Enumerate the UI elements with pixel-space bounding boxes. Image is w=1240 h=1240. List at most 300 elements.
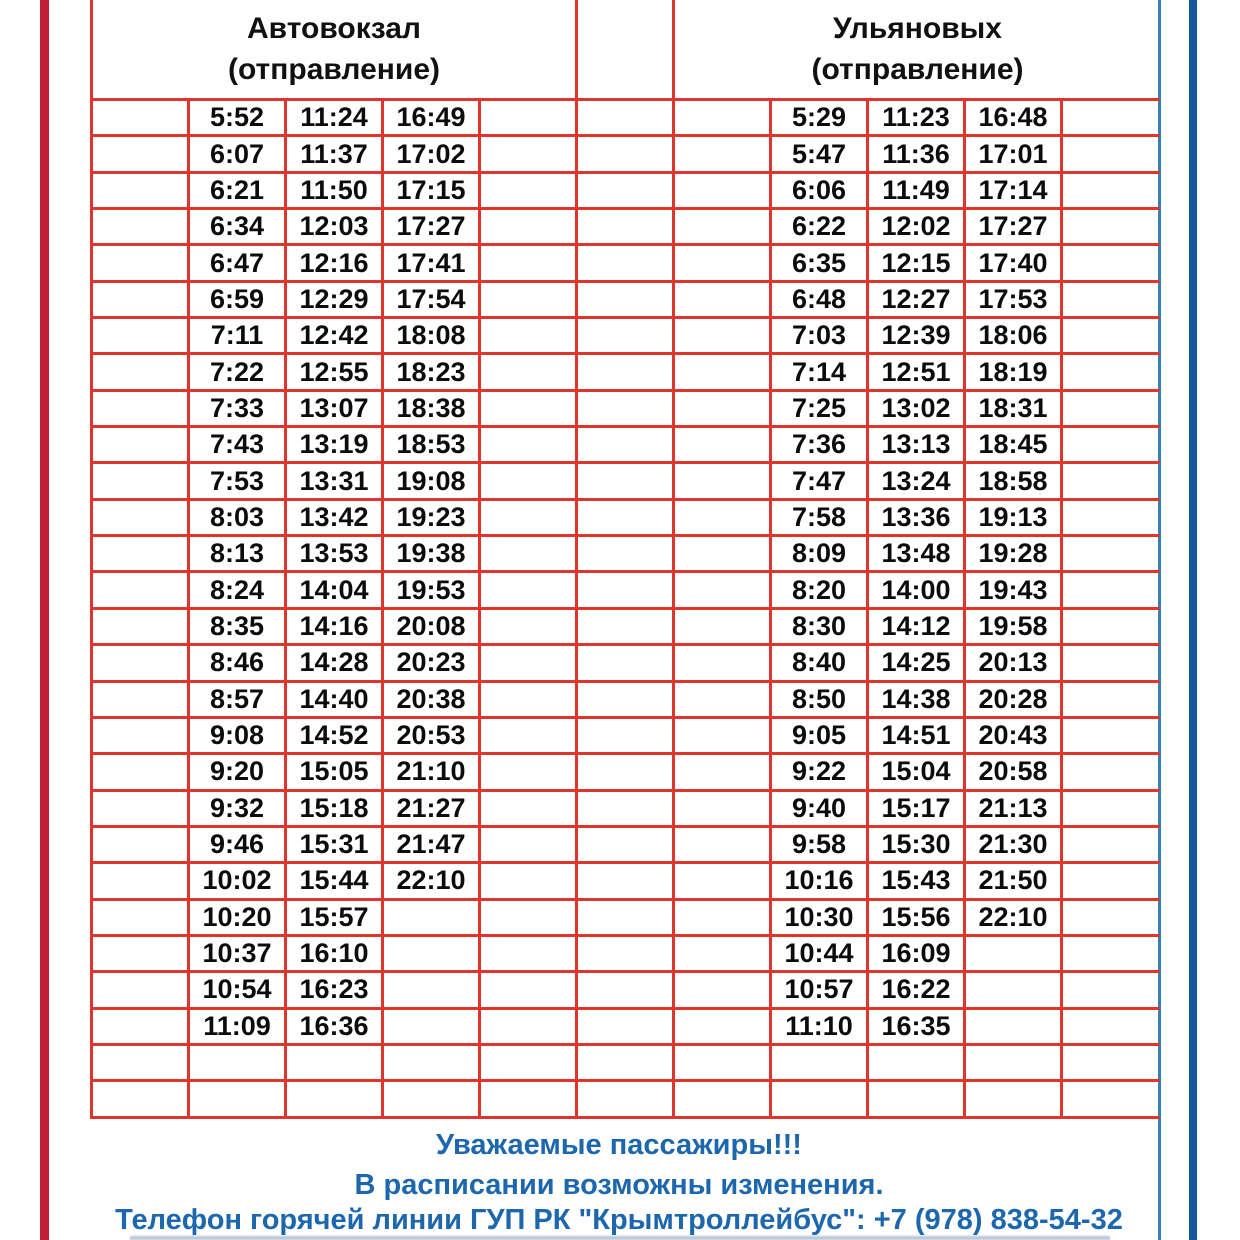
empty-cell [966, 937, 1063, 973]
empty-cell [578, 428, 675, 464]
right-thick-blue-border [1189, 0, 1197, 1240]
empty-cell [578, 246, 675, 282]
empty-cell [675, 937, 772, 973]
time-cell: 20:58 [966, 755, 1063, 791]
time-cell: 9:22 [772, 755, 869, 791]
empty-cell [93, 501, 190, 537]
time-cell: 8:03 [190, 501, 287, 537]
time-cell: 12:39 [869, 319, 966, 355]
empty-cell [93, 1046, 190, 1082]
time-cell: 16:09 [869, 937, 966, 973]
time-cell: 21:13 [966, 792, 1063, 828]
time-cell: 19:23 [384, 501, 481, 537]
empty-cell [578, 937, 675, 973]
time-cell: 15:57 [287, 901, 384, 937]
time-cell: 21:30 [966, 828, 1063, 864]
empty-cell [384, 937, 481, 973]
time-cell: 11:23 [869, 101, 966, 137]
empty-cell [481, 1082, 578, 1118]
empty-cell [1063, 1046, 1160, 1082]
empty-cell [578, 719, 675, 755]
empty-cell [93, 901, 190, 937]
empty-cell [675, 901, 772, 937]
time-cell: 15:30 [869, 828, 966, 864]
time-cell: 12:03 [287, 210, 384, 246]
empty-cell [481, 646, 578, 682]
time-cell: 7:22 [190, 355, 287, 391]
empty-cell [1063, 973, 1160, 1009]
empty-cell [93, 174, 190, 210]
empty-cell [481, 828, 578, 864]
empty-cell [675, 137, 772, 173]
empty-cell [481, 355, 578, 391]
empty-cell [869, 1046, 966, 1082]
empty-cell [1063, 573, 1160, 609]
time-cell: 17:53 [966, 283, 1063, 319]
time-cell: 13:07 [287, 392, 384, 428]
empty-cell [481, 101, 578, 137]
empty-cell [578, 755, 675, 791]
empty-cell [578, 973, 675, 1009]
empty-cell [1063, 719, 1160, 755]
empty-cell [93, 792, 190, 828]
time-cell: 6:35 [772, 246, 869, 282]
time-cell: 17:27 [384, 210, 481, 246]
empty-cell [675, 174, 772, 210]
empty-cell [481, 792, 578, 828]
time-cell: 7:25 [772, 392, 869, 428]
empty-cell [1063, 646, 1160, 682]
time-cell: 12:42 [287, 319, 384, 355]
time-cell: 17:15 [384, 174, 481, 210]
time-cell: 12:51 [869, 355, 966, 391]
empty-cell [578, 1082, 675, 1118]
time-cell: 11:24 [287, 101, 384, 137]
empty-cell [1063, 501, 1160, 537]
time-cell: 14:40 [287, 683, 384, 719]
time-cell: 20:28 [966, 683, 1063, 719]
time-cell: 12:27 [869, 283, 966, 319]
empty-cell [93, 973, 190, 1009]
time-cell: 8:50 [772, 683, 869, 719]
empty-cell [966, 1010, 1063, 1046]
empty-cell [93, 355, 190, 391]
empty-cell [93, 319, 190, 355]
empty-cell [1063, 1082, 1160, 1118]
empty-cell [481, 428, 578, 464]
empty-cell [675, 719, 772, 755]
empty-cell [481, 392, 578, 428]
time-cell: 16:22 [869, 973, 966, 1009]
time-cell: 7:43 [190, 428, 287, 464]
empty-cell [93, 464, 190, 500]
time-cell: 19:53 [384, 573, 481, 609]
empty-cell [481, 719, 578, 755]
empty-cell [578, 174, 675, 210]
time-cell: 20:13 [966, 646, 1063, 682]
time-cell: 8:35 [190, 610, 287, 646]
time-cell: 14:51 [869, 719, 966, 755]
time-cell: 16:35 [869, 1010, 966, 1046]
empty-cell [578, 792, 675, 828]
time-cell: 8:40 [772, 646, 869, 682]
time-cell: 5:47 [772, 137, 869, 173]
time-cell: 18:45 [966, 428, 1063, 464]
empty-cell [578, 1046, 675, 1082]
empty-cell [675, 246, 772, 282]
empty-cell [578, 901, 675, 937]
time-cell: 13:24 [869, 464, 966, 500]
empty-cell [578, 501, 675, 537]
empty-cell [675, 537, 772, 573]
empty-cell [675, 101, 772, 137]
time-cell: 8:20 [772, 573, 869, 609]
time-cell: 10:02 [190, 864, 287, 900]
header-avtovokzal-title: Автовокзал [247, 12, 421, 45]
time-cell: 13:36 [869, 501, 966, 537]
empty-cell [93, 646, 190, 682]
empty-cell [1063, 137, 1160, 173]
header-gap-cell [578, 0, 675, 101]
time-cell: 16:48 [966, 101, 1063, 137]
empty-cell [1063, 428, 1160, 464]
empty-cell [1063, 864, 1160, 900]
empty-cell [93, 101, 190, 137]
time-cell: 16:23 [287, 973, 384, 1009]
empty-cell [675, 283, 772, 319]
time-cell: 20:43 [966, 719, 1063, 755]
time-cell: 20:53 [384, 719, 481, 755]
time-cell: 16:49 [384, 101, 481, 137]
empty-cell [93, 937, 190, 973]
empty-cell [578, 828, 675, 864]
empty-cell [1063, 283, 1160, 319]
time-cell: 19:38 [384, 537, 481, 573]
time-cell: 17:27 [966, 210, 1063, 246]
empty-cell [578, 464, 675, 500]
time-cell: 11:37 [287, 137, 384, 173]
time-cell: 12:15 [869, 246, 966, 282]
empty-cell [675, 1046, 772, 1082]
time-cell: 20:23 [384, 646, 481, 682]
empty-cell [481, 283, 578, 319]
empty-cell [93, 137, 190, 173]
empty-cell [966, 1082, 1063, 1118]
time-cell: 17:02 [384, 137, 481, 173]
time-cell: 14:52 [287, 719, 384, 755]
empty-cell [481, 137, 578, 173]
cutoff-text-artifact [130, 1236, 1110, 1240]
empty-cell [578, 573, 675, 609]
time-cell: 14:16 [287, 610, 384, 646]
time-cell: 19:28 [966, 537, 1063, 573]
time-cell: 15:56 [869, 901, 966, 937]
time-cell: 15:31 [287, 828, 384, 864]
empty-cell [675, 973, 772, 1009]
empty-cell [578, 392, 675, 428]
time-cell: 7:53 [190, 464, 287, 500]
time-cell: 8:09 [772, 537, 869, 573]
time-cell: 17:14 [966, 174, 1063, 210]
empty-cell [93, 428, 190, 464]
time-cell: 6:07 [190, 137, 287, 173]
empty-cell [1063, 792, 1160, 828]
empty-cell [675, 392, 772, 428]
time-cell: 11:36 [869, 137, 966, 173]
empty-cell [1063, 210, 1160, 246]
time-cell: 15:04 [869, 755, 966, 791]
time-cell: 18:19 [966, 355, 1063, 391]
empty-cell [675, 864, 772, 900]
time-cell: 9:58 [772, 828, 869, 864]
empty-cell [287, 1082, 384, 1118]
empty-cell [772, 1046, 869, 1082]
time-cell: 10:37 [190, 937, 287, 973]
time-cell: 15:44 [287, 864, 384, 900]
header-avtovokzal-subtitle: (отправление) [227, 53, 441, 86]
empty-cell [481, 537, 578, 573]
time-cell: 10:57 [772, 973, 869, 1009]
left-red-border [40, 0, 49, 1240]
empty-cell [1063, 755, 1160, 791]
empty-cell [675, 1082, 772, 1118]
empty-cell [481, 1046, 578, 1082]
time-cell: 6:59 [190, 283, 287, 319]
empty-cell [481, 683, 578, 719]
header-ulyanovyh-subtitle: (отправление) [811, 53, 1024, 86]
empty-cell [384, 973, 481, 1009]
time-cell: 15:43 [869, 864, 966, 900]
time-cell: 13:13 [869, 428, 966, 464]
empty-cell [481, 573, 578, 609]
time-cell: 18:53 [384, 428, 481, 464]
time-cell: 13:02 [869, 392, 966, 428]
time-cell: 10:20 [190, 901, 287, 937]
empty-cell [93, 755, 190, 791]
time-cell: 18:38 [384, 392, 481, 428]
time-cell: 10:44 [772, 937, 869, 973]
empty-cell [966, 1046, 1063, 1082]
time-cell: 13:53 [287, 537, 384, 573]
empty-cell [578, 283, 675, 319]
time-cell: 9:20 [190, 755, 287, 791]
time-cell: 18:06 [966, 319, 1063, 355]
empty-cell [675, 355, 772, 391]
time-cell: 19:43 [966, 573, 1063, 609]
empty-cell [93, 1082, 190, 1118]
time-cell: 10:54 [190, 973, 287, 1009]
time-cell: 11:49 [869, 174, 966, 210]
time-cell: 13:19 [287, 428, 384, 464]
empty-cell [578, 646, 675, 682]
time-cell: 7:36 [772, 428, 869, 464]
time-cell: 10:16 [772, 864, 869, 900]
time-cell: 12:29 [287, 283, 384, 319]
empty-cell [93, 392, 190, 428]
empty-cell [578, 355, 675, 391]
time-cell: 22:10 [966, 901, 1063, 937]
time-cell: 17:54 [384, 283, 481, 319]
empty-cell [675, 683, 772, 719]
empty-cell [1063, 392, 1160, 428]
empty-cell [481, 501, 578, 537]
time-cell: 14:12 [869, 610, 966, 646]
empty-cell [1063, 901, 1160, 937]
empty-cell [1063, 174, 1160, 210]
time-cell: 9:08 [190, 719, 287, 755]
empty-cell [1063, 828, 1160, 864]
time-cell: 12:55 [287, 355, 384, 391]
empty-cell [675, 319, 772, 355]
empty-cell [93, 1010, 190, 1046]
empty-cell [93, 210, 190, 246]
time-cell: 17:01 [966, 137, 1063, 173]
empty-cell [93, 246, 190, 282]
empty-cell [93, 828, 190, 864]
time-cell: 8:13 [190, 537, 287, 573]
time-cell: 9:05 [772, 719, 869, 755]
empty-cell [481, 1010, 578, 1046]
time-cell: 7:47 [772, 464, 869, 500]
time-cell: 10:30 [772, 901, 869, 937]
time-cell: 21:10 [384, 755, 481, 791]
empty-cell [384, 1046, 481, 1082]
time-cell: 19:58 [966, 610, 1063, 646]
empty-cell [481, 755, 578, 791]
footer-hotline-line: Телефон горячей линии ГУП РК "Крымтроллейбус": +7 (978) 838-54-32 [115, 1204, 1123, 1236]
time-cell: 17:41 [384, 246, 481, 282]
time-cell: 12:16 [287, 246, 384, 282]
time-cell: 7:58 [772, 501, 869, 537]
empty-cell [481, 246, 578, 282]
time-cell: 20:08 [384, 610, 481, 646]
empty-cell [578, 137, 675, 173]
empty-cell [1063, 319, 1160, 355]
time-cell: 14:04 [287, 573, 384, 609]
time-cell: 16:10 [287, 937, 384, 973]
time-cell: 21:50 [966, 864, 1063, 900]
empty-cell [1063, 101, 1160, 137]
empty-cell [578, 864, 675, 900]
empty-cell [481, 319, 578, 355]
time-cell: 6:22 [772, 210, 869, 246]
empty-cell [384, 1010, 481, 1046]
empty-cell [287, 1046, 384, 1082]
time-cell: 14:38 [869, 683, 966, 719]
empty-cell [93, 610, 190, 646]
empty-cell [675, 755, 772, 791]
time-cell: 14:25 [869, 646, 966, 682]
empty-cell [675, 1010, 772, 1046]
time-cell: 6:06 [772, 174, 869, 210]
time-cell: 13:31 [287, 464, 384, 500]
empty-cell [384, 1082, 481, 1118]
empty-cell [481, 864, 578, 900]
empty-cell [578, 610, 675, 646]
timetable [90, 0, 1160, 1119]
empty-cell [578, 1010, 675, 1046]
time-cell: 5:29 [772, 101, 869, 137]
time-cell: 22:10 [384, 864, 481, 900]
empty-cell [675, 501, 772, 537]
time-cell: 11:50 [287, 174, 384, 210]
time-cell: 20:38 [384, 683, 481, 719]
time-cell: 18:58 [966, 464, 1063, 500]
empty-cell [675, 573, 772, 609]
time-cell: 7:11 [190, 319, 287, 355]
empty-cell [481, 464, 578, 500]
time-cell: 9:32 [190, 792, 287, 828]
time-cell: 8:57 [190, 683, 287, 719]
empty-cell [772, 1082, 869, 1118]
time-cell: 21:27 [384, 792, 481, 828]
empty-cell [675, 828, 772, 864]
empty-cell [1063, 610, 1160, 646]
time-cell: 6:47 [190, 246, 287, 282]
time-cell: 7:33 [190, 392, 287, 428]
time-cell: 19:08 [384, 464, 481, 500]
time-cell: 15:05 [287, 755, 384, 791]
time-cell: 18:08 [384, 319, 481, 355]
empty-cell [190, 1046, 287, 1082]
empty-cell [93, 283, 190, 319]
empty-cell [481, 937, 578, 973]
header-avtovokzal [93, 0, 578, 101]
empty-cell [93, 573, 190, 609]
time-cell: 14:00 [869, 573, 966, 609]
time-cell: 21:47 [384, 828, 481, 864]
empty-cell [578, 537, 675, 573]
empty-cell [481, 210, 578, 246]
empty-cell [481, 901, 578, 937]
empty-cell [93, 864, 190, 900]
empty-cell [675, 464, 772, 500]
time-cell: 9:46 [190, 828, 287, 864]
empty-cell [966, 973, 1063, 1009]
empty-cell [190, 1082, 287, 1118]
empty-cell [93, 719, 190, 755]
time-cell: 18:31 [966, 392, 1063, 428]
time-cell: 14:28 [287, 646, 384, 682]
time-cell: 5:52 [190, 101, 287, 137]
empty-cell [93, 537, 190, 573]
empty-cell [675, 210, 772, 246]
time-cell: 6:34 [190, 210, 287, 246]
footer-notice-line2: В расписании возможны изменения. [354, 1169, 884, 1201]
empty-cell [93, 683, 190, 719]
empty-cell [578, 101, 675, 137]
empty-cell [675, 646, 772, 682]
empty-cell [1063, 355, 1160, 391]
header-ulyanovyh-title: Ульяновых [833, 12, 1002, 45]
time-cell: 7:03 [772, 319, 869, 355]
empty-cell [481, 973, 578, 1009]
empty-cell [1063, 937, 1160, 973]
empty-cell [481, 610, 578, 646]
empty-cell [578, 319, 675, 355]
empty-cell [578, 683, 675, 719]
empty-cell [1063, 1010, 1160, 1046]
time-cell: 19:13 [966, 501, 1063, 537]
empty-cell [1063, 246, 1160, 282]
time-cell: 15:17 [869, 792, 966, 828]
time-cell: 11:10 [772, 1010, 869, 1046]
time-cell: 15:18 [287, 792, 384, 828]
time-cell: 7:14 [772, 355, 869, 391]
time-cell: 13:48 [869, 537, 966, 573]
time-cell: 18:23 [384, 355, 481, 391]
empty-cell [578, 210, 675, 246]
